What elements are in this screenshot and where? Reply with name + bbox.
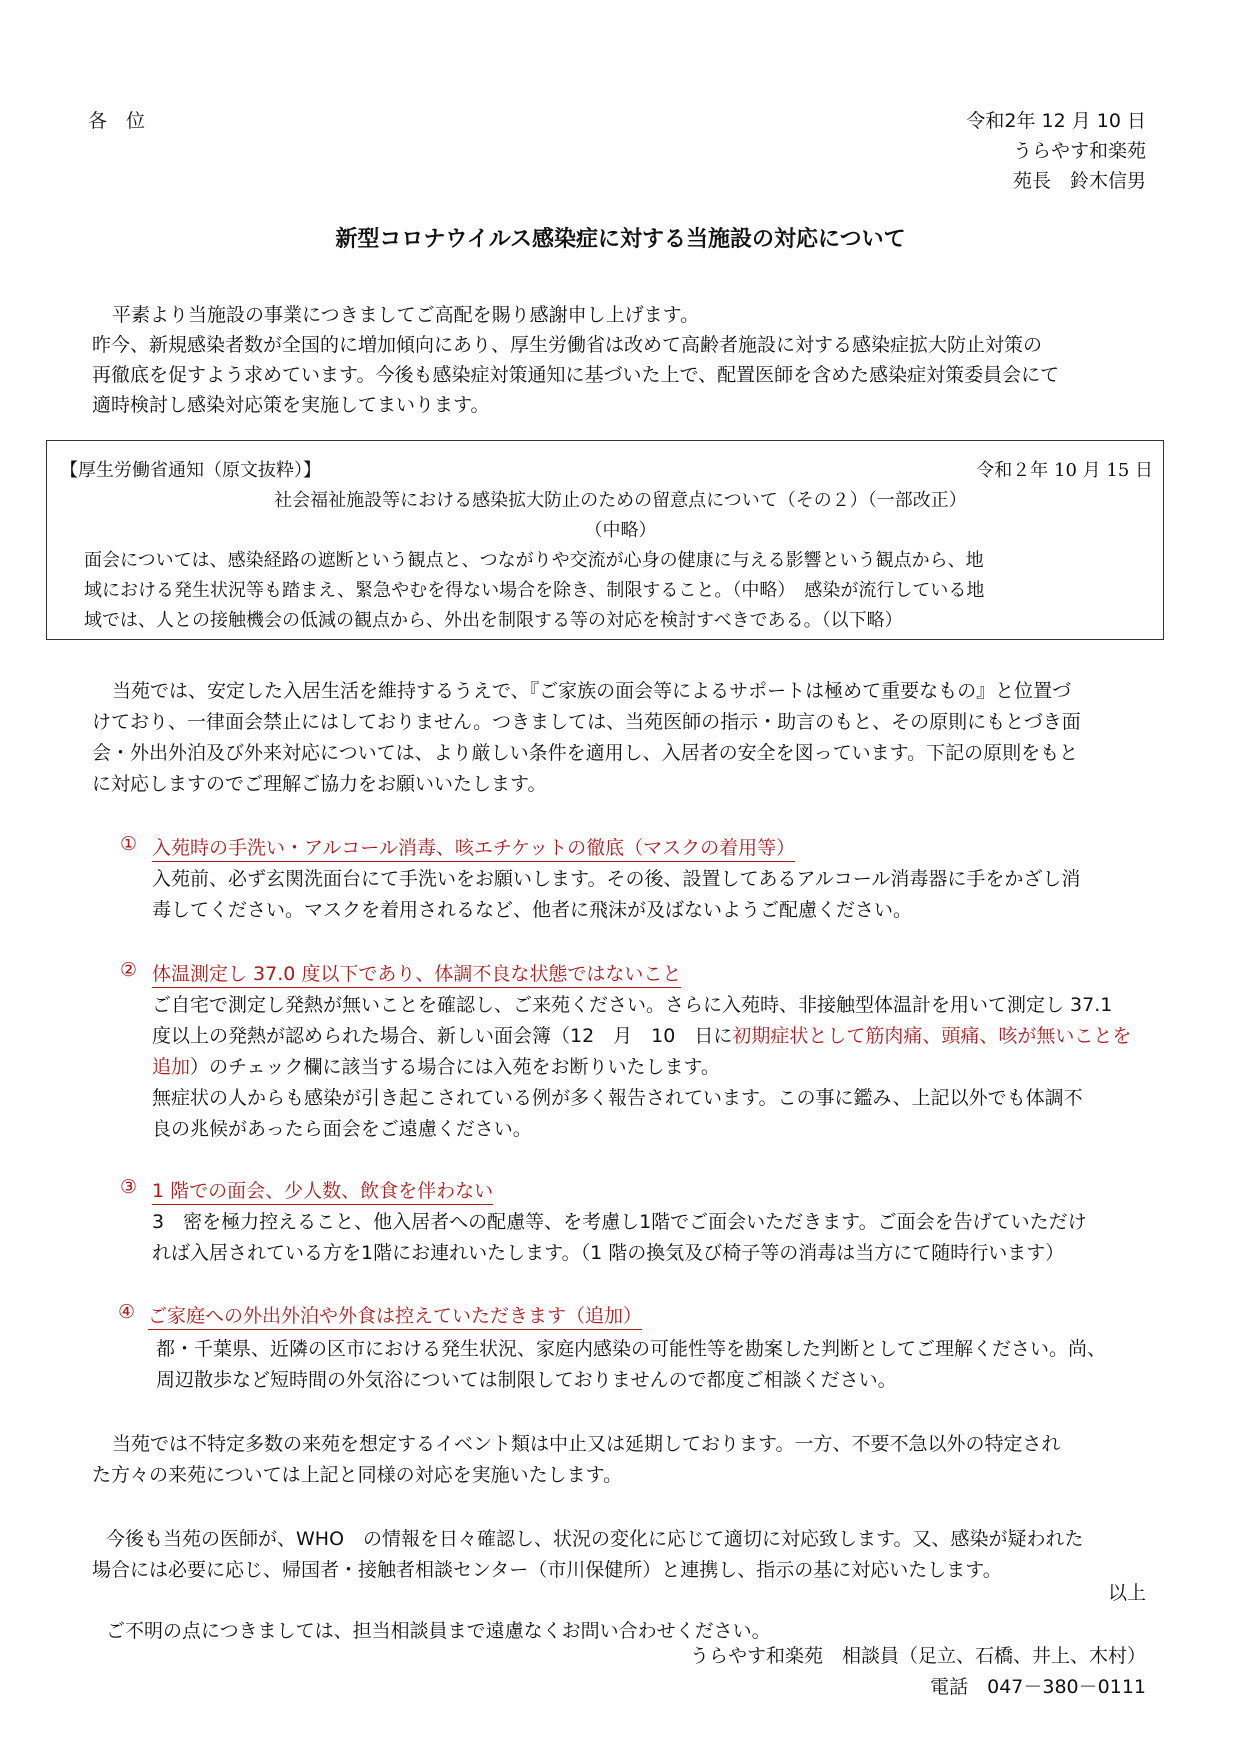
intro-line: 適時検討し感染対応策を実施してまいります。 [92,394,490,416]
contact-staff: うらやす和楽苑 相談員（足立、石橋、井上、木村） [689,1645,1146,1667]
notice-subject: 社会福祉施設等における感染拡大防止のための留意点について（その２）（一部改正） [274,490,967,511]
future-line: 場合には必要に応じ、帰国者・接触者相談センター（市川保健所）と連携し、指示の基に対応いたします。 [92,1559,1002,1581]
item-number: ④ [118,1301,136,1323]
intro-line: 平素より当施設の事業につきましてご高配を賜り感謝申し上げます。 [112,304,700,326]
notice-body-line: 域では、人との接触機会の低減の観点から、外出を制限する等の対応を検討すべきである。（以下略） [84,610,903,631]
item-line-highlight: 初期症状として筋肉痛、頭痛、咳が無いことを [732,1025,1132,1047]
policy-line: に対応しますのでご理解ご協力をお願いいたします。 [92,773,547,795]
director-name: 苑長 鈴木信男 [1012,170,1146,192]
page-title: 新型コロナウイルス感染症に対する当施設の対応について [335,227,906,252]
item-line-text: 度以上の発熱が認められた場合、新しい面会簿（12 月 10 日に [152,1025,733,1047]
item-line: 良の兆候があったら面会をご遠慮ください。 [152,1118,532,1140]
policy-line: 会・外出外泊及び外来対応については、より厳しい条件を適用し、入居者の安全を図っています。下記の原則をもと [92,742,1079,764]
item-number: ② [120,959,138,981]
notice-body-line: 域における発生状況等も踏まえ、緊急やむを得ない場合を除き、制限すること。（中略） 感染が流行している地 [84,580,985,601]
item-number: ③ [120,1176,138,1198]
item-line: 周辺散歩など短時間の外気浴については制限しておりませんので都度ご相談ください。 [156,1369,897,1391]
policy-line: 当苑では、安定した入居生活を維持するうえで、『ご家族の面会等によるサポートは極めて重要なもの』と位置づ [112,680,1072,702]
future-line: 今後も当苑の医師が、WHO の情報を日々確認し、状況の変化に応じて適切に対応致します。又、感染が疑われた [106,1528,1084,1550]
item-heading-text: ご家庭への外出外泊や外食は控えていただきます（追加） [148,1305,642,1330]
events-line: た方々の来苑については上記と同様の対応を実施いたします。 [92,1464,623,1486]
item-heading [148,1301,642,1328]
item-number: ① [120,833,138,855]
contact-phone: 電話 047－380－0111 [930,1676,1146,1698]
events-line: 当苑では不特定多数の来苑を想定するイベント類は中止又は延期しております。一方、不要不急以外の特定され [112,1433,1061,1455]
item-line-text: ）のチェック欄に該当する場合には入苑をお断りいたします。 [190,1056,720,1078]
notice-label: 【厚生労働省通知（原文抜粋）】 [60,460,321,481]
issue-date: 令和2年 12 月 10 日 [966,110,1146,132]
item-heading-text: 1 階での面会、少人数、飲食を伴わない [152,1180,493,1205]
notice-omitted: （中略） [584,520,657,541]
closing-mark: 以上 [1107,1582,1146,1604]
contact-note: ご不明の点につきましては、担当相談員まで遠慮なくお問い合わせください。 [106,1620,771,1642]
item-line: 3 密を極力控えること、他入居者への配慮等、を考慮し1階でご面会いただきます。ご面会を告げていただけ [152,1211,1087,1233]
intro-line: 昨今、新規感染者数が全国的に増加傾向にあり、厚生労働省は改めて高齢者施設に対する感染症拡大防止対策の [92,334,1043,356]
policy-line: けており、一律面会禁止にはしておりません。つきましては、当苑医師の指示・助言のもと、その原則にもとづき面 [92,711,1081,733]
item-line [152,1052,720,1079]
item-line: れば入居されている方を1階にお連れいたします。（1 階の換気及び椅子等の消毒は当方にて随時行います） [152,1242,1065,1264]
addressee: 各 位 [88,110,146,132]
item-heading [152,833,795,860]
organization-name: うらやす和楽苑 [1012,140,1146,162]
notice-body-line: 面会については、感染経路の遮断という観点と、つながりや交流が心身の健康に与える影響という観点から、地 [84,550,984,571]
item-heading-text: 体温測定し 37.0 度以下であり、体調不良な状態ではないこと [152,963,681,988]
item-line-highlight: 追加 [152,1056,191,1078]
notice-date: 令和２年 10 月 15 日 [976,460,1153,481]
item-heading [152,959,681,986]
item-line: 都・千葉県、近隣の区市における発生状況、家庭内感染の可能性等を勘案した判断としてご理解ください。尚、 [156,1338,1107,1360]
item-line: 毒してください。マスクを着用されるなど、他者に飛沫が及ばないようご配慮ください。 [152,899,913,921]
item-heading [152,1176,493,1203]
item-line: 入苑前、必ず玄関洗面台にて手洗いをお願いします。その後、設置してあるアルコール消毒器に手をかざし消 [152,868,1081,890]
intro-line: 再徹底を促すよう求めています。今後も感染症対策通知に基づいた上で、配置医師を含めた感染症対策委員会にて [92,364,1060,386]
item-line [152,1021,1131,1048]
item-line: 無症状の人からも感染が引き起こされている例が多く報告されています。この事に鑑み、上記以外でも体調不 [152,1087,1083,1109]
item-heading-text: 入苑時の手洗い・アルコール消毒、咳エチケットの徹底（マスクの着用等） [152,837,795,862]
item-line: ご自宅で測定し発熱が無いことを確認し、ご来苑ください。さらに入苑時、非接触型体温計を用いて測定し 37.1 [152,994,1113,1016]
